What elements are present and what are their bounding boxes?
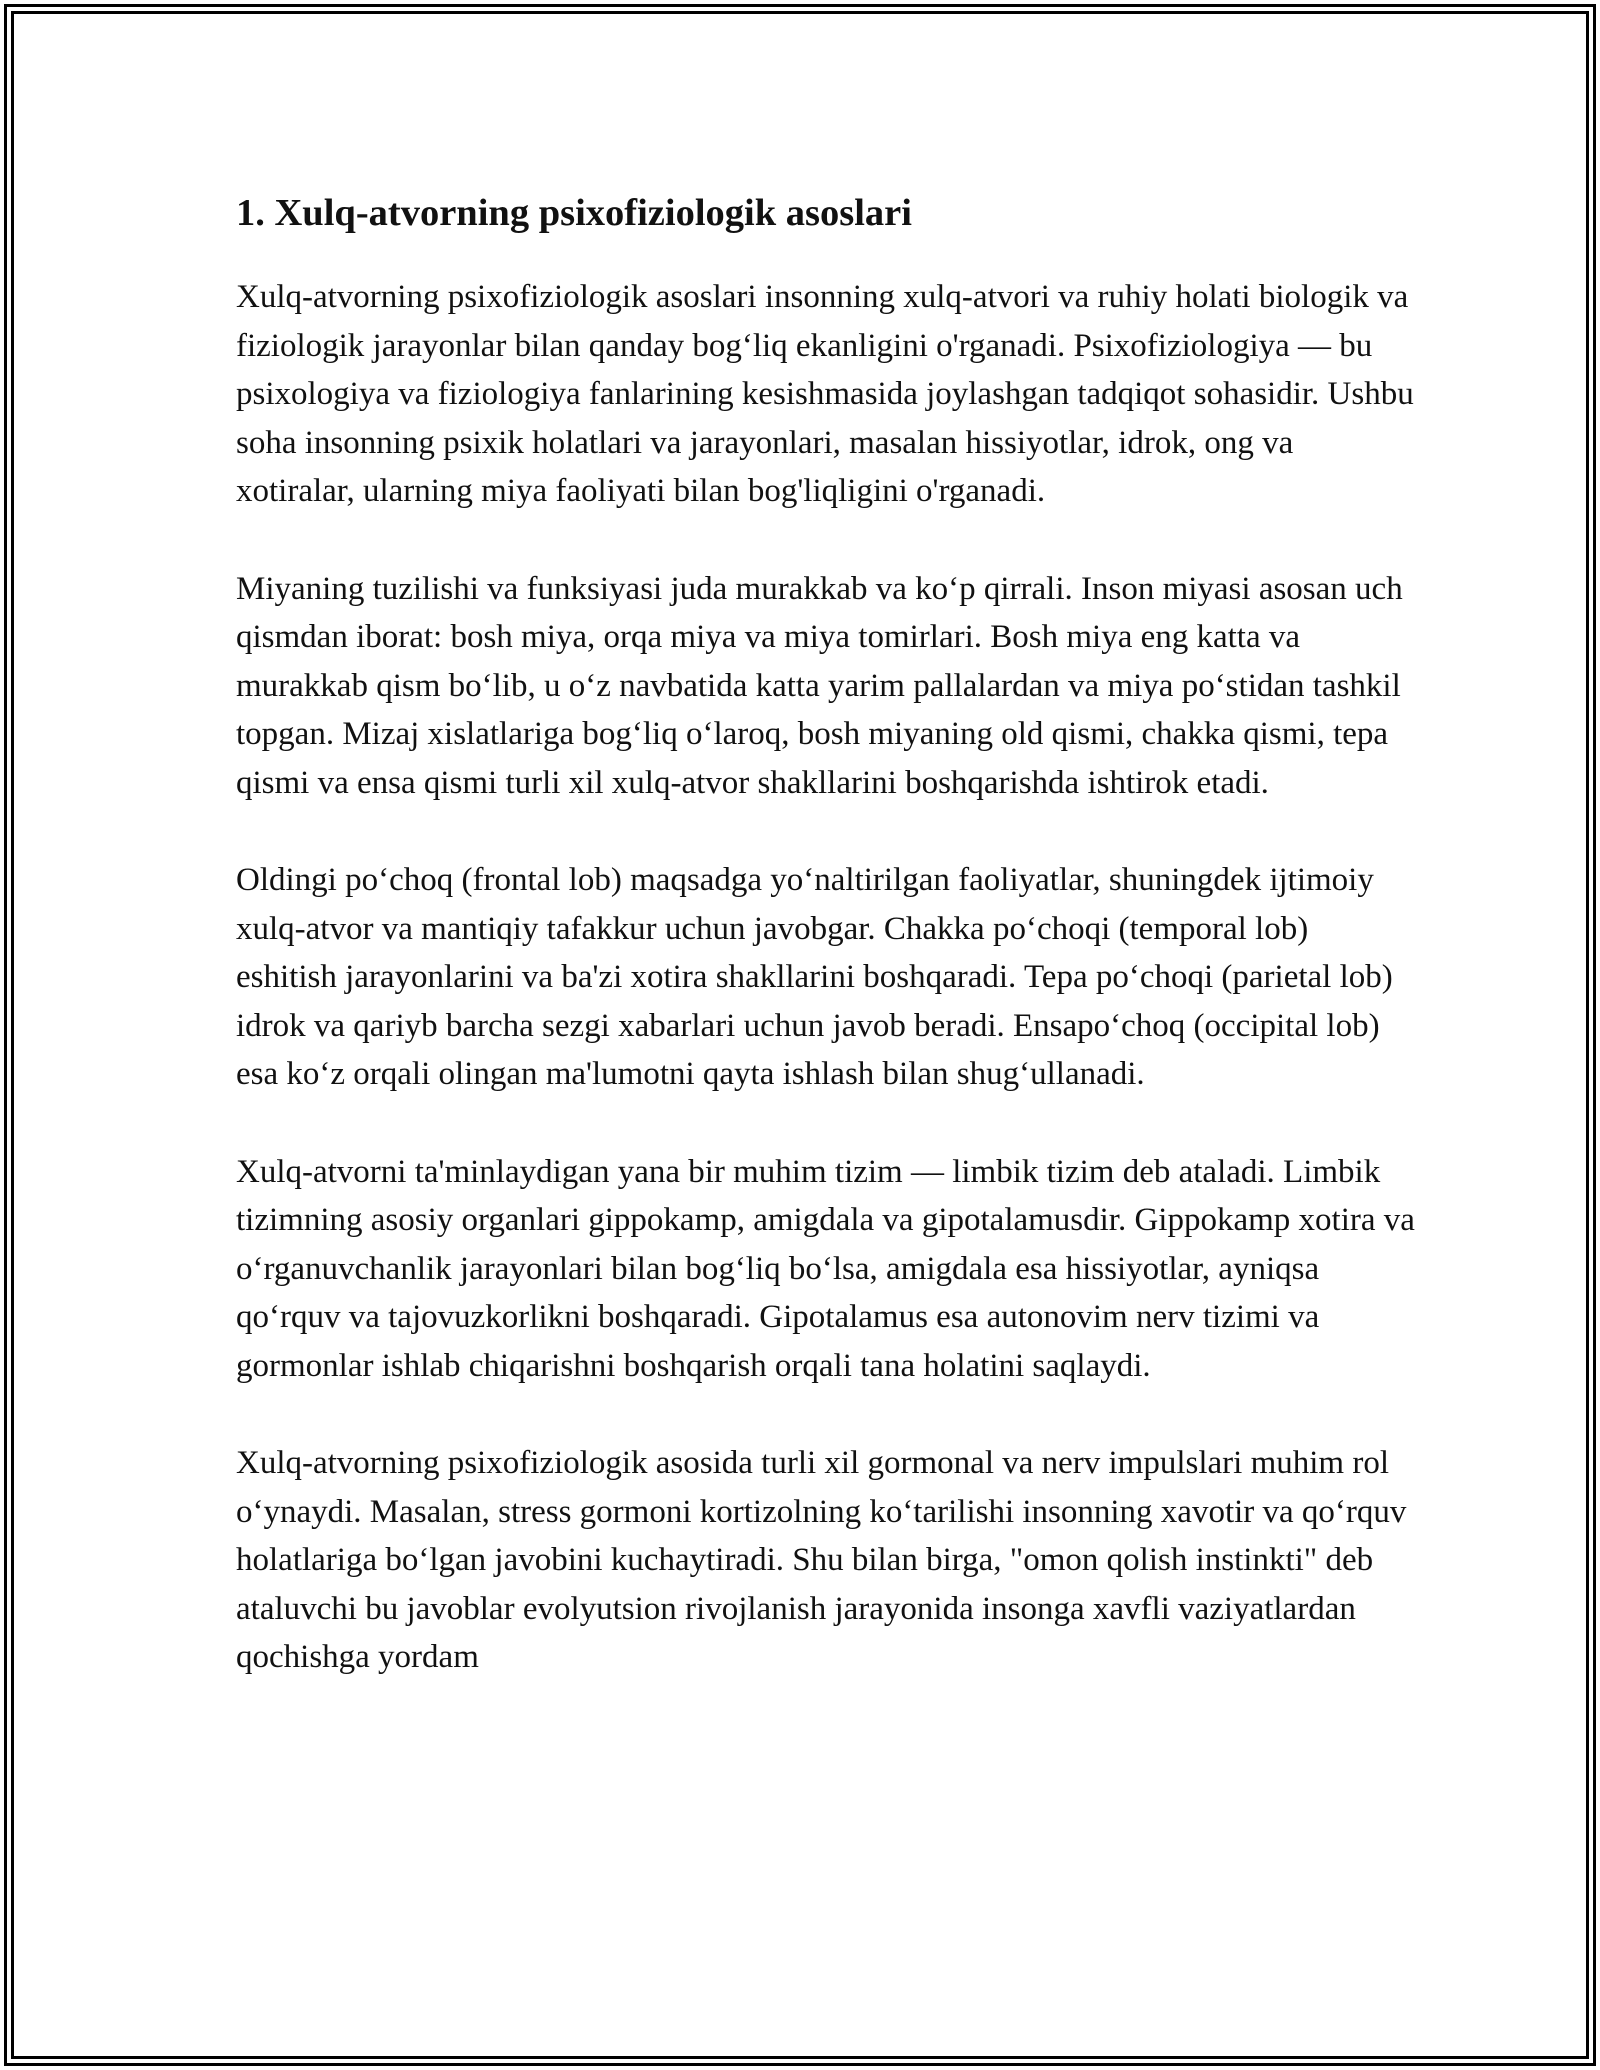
document-body	[236, 183, 1416, 1682]
paragraph-intro: Xulq-atvorning psixofiziologik asoslari insonning xulq-atvori va ruhiy holati biologik va fiziologik jarayonlar bilan qanday bog‘liq ekanligini o'rganadi. Psixofiziologiya — bu psixologiya va fiziologiya fanlarining kesishmasida joylashgan tadqiqot sohasidir. Ushbu soha insonning psixik holatlari va jarayonlari, masalan hissiyotlar, idrok, ong va xotiralar, ularning miya faoliyati bilan bog'liqligini o'rganadi.	[236, 279, 1414, 509]
paragraph-brain-lobes: Oldingi po‘choq (frontal lob) maqsadga yo‘naltirilgan faoliyatlar, shuningdek ijtimoiy xulq-atvor va mantiqiy tafakkur uchun javobgar. Chakka po‘choqi (temporal lob) eshitish jarayonlarini va ba'zi xotira shakllarini boshqaradi. Tepa po‘choqi (parietal lob) idrok va qariyb barcha sezgi xabarlari uchun javob beradi. Ensapo‘choq (occipital lob) esa ko‘z orqali olingan ma'lumotni qayta ishlash bilan shug‘ullanadi.	[236, 862, 1393, 1092]
paragraph-brain-structure: Miyaning tuzilishi va funksiyasi juda murakkab va ko‘p qirrali. Inson miyasi asosan uch qismdan iborat: bosh miya, orqa miya va miya tomirlari. Bosh miya eng katta va murakkab qism bo‘lib, u o‘z navbatida katta yarim pallalardan va miya po‘stidan tashkil topgan. Mizaj xislatlariga bog‘liq o‘laroq, bosh miyaning old qismi, chakka qismi, tepa qismi va ensa qismi turli xil xulq-atvor shakllarini boshqarishda ishtirok etadi.	[236, 570, 1403, 801]
section-heading: 1. Xulq-atvorning psixofiziologik asoslari	[236, 192, 912, 234]
paragraph-hormones: Xulq-atvorning psixofiziologik asosida turli xil gormonal va nerv impulslari muhim rol o‘ynaydi. Masalan, stress gormoni kortizolning ko‘tarilishi insonning xavotir va qo‘rquv holatlariga bo‘lgan javobini kuchaytiradi. Shu bilan birga, "omon qolish instinkti" deb ataluvchi bu javoblar evolyutsion rivojlanish jarayonida insonga xavfli vaziyatlardan qochishga yordam	[236, 1445, 1407, 1675]
paragraph-limbic-system: Xulq-atvorni ta'minlaydigan yana bir muhim tizim — limbik tizim deb ataladi. Limbik tizimning asosiy organlari gippokamp, amigdala va gipotalamusdir. Gippokamp xotira va o‘rganuvchanlik jarayonlari bilan bog‘liq bo‘lsa, amigdala esa hissiyotlar, ayniqsa qo‘rquv va tajovuzkorlikni boshqaradi. Gipotalamus esa autonovim nerv tizimi va gormonlar ishlab chiqarishni boshqarish orqali tana holatini saqlaydi.	[236, 1153, 1415, 1384]
